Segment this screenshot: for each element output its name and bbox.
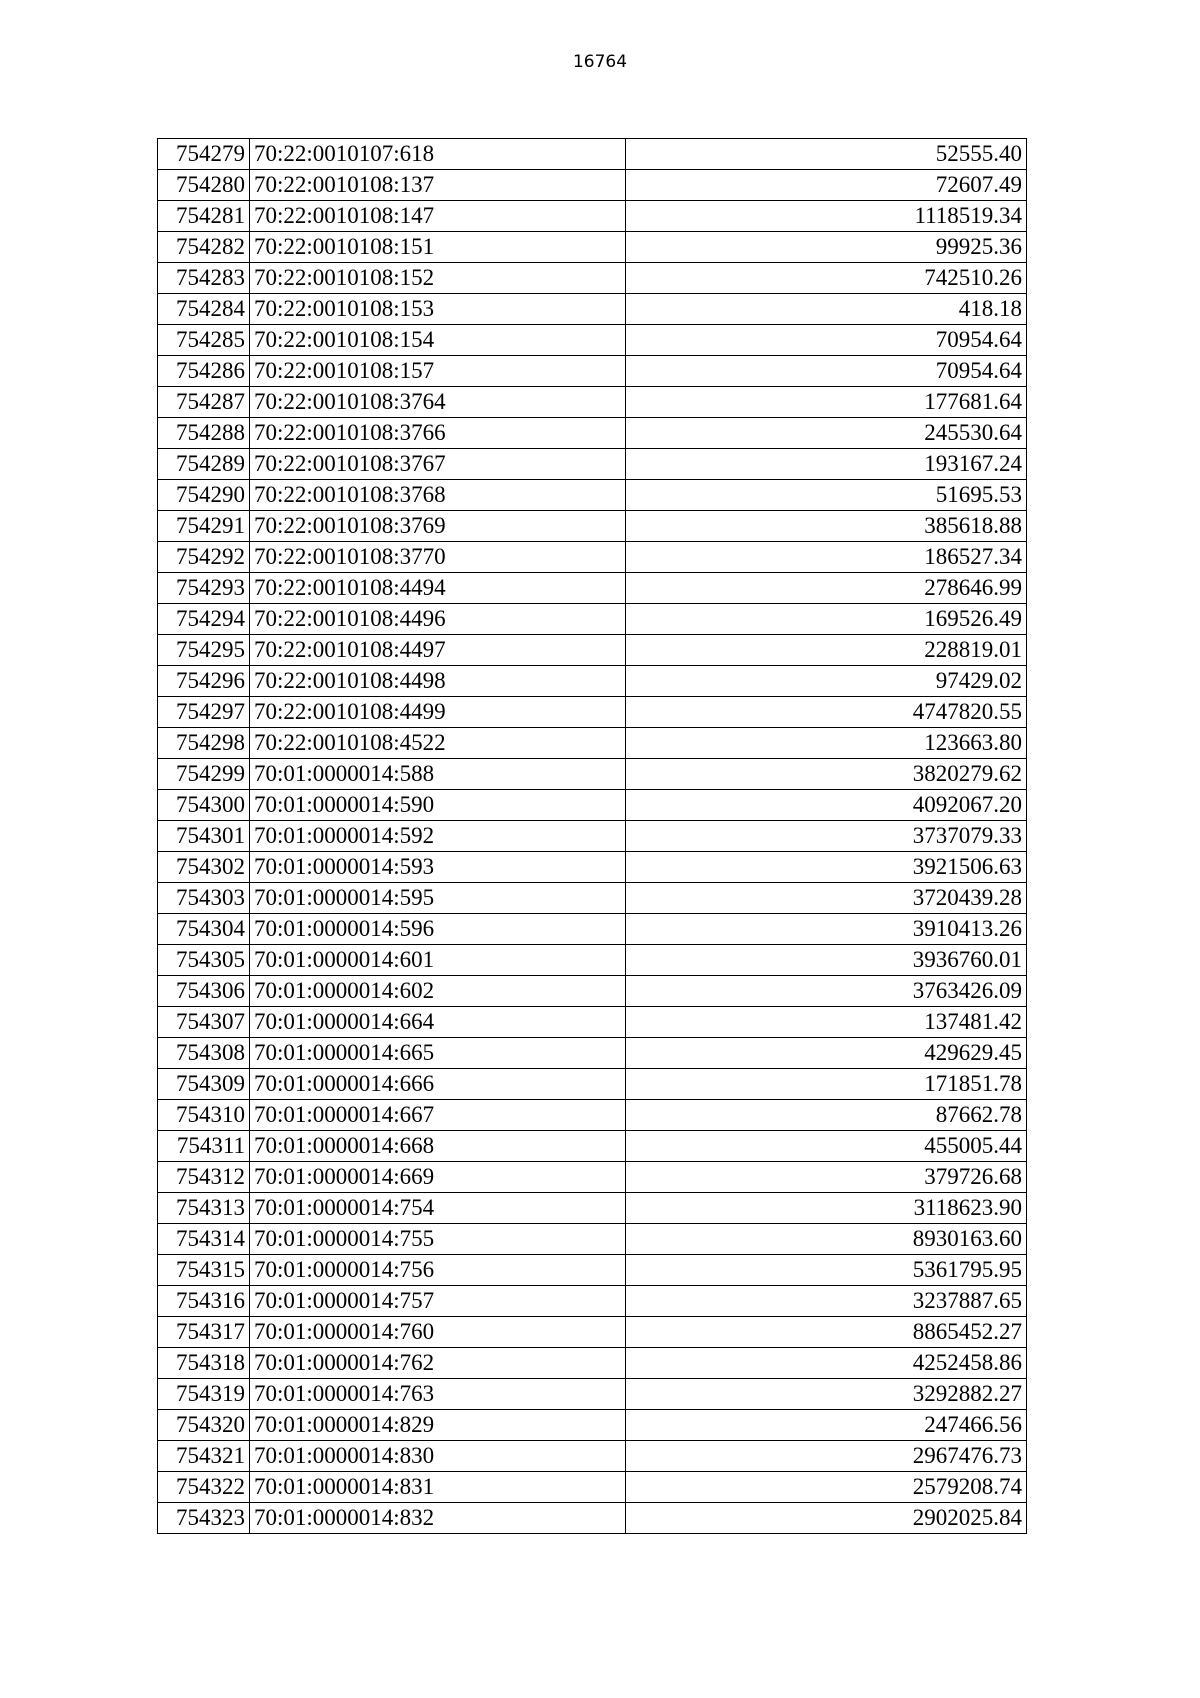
cadastral-value-cell: 193167.24 (626, 449, 1027, 480)
table-row (158, 1410, 1027, 1441)
cadastral-value-cell: 2902025.84 (626, 1503, 1027, 1534)
table-row (158, 139, 1027, 170)
table-row (158, 356, 1027, 387)
row-number-cell: 754320 (158, 1410, 250, 1441)
cadastral-value-cell: 3921506.63 (626, 852, 1027, 883)
cadastral-number-cell: 70:01:0000014:592 (250, 821, 626, 852)
row-number-cell: 754280 (158, 170, 250, 201)
row-number-cell: 754302 (158, 852, 250, 883)
row-number-cell: 754312 (158, 1162, 250, 1193)
cadastral-number-cell: 70:01:0000014:667 (250, 1100, 626, 1131)
cadastral-number-cell: 70:22:0010108:153 (250, 294, 626, 325)
cadastral-value-cell: 1118519.34 (626, 201, 1027, 232)
table-row (158, 201, 1027, 232)
row-number-cell: 754301 (158, 821, 250, 852)
cadastral-value-cell: 52555.40 (626, 139, 1027, 170)
table-row (158, 728, 1027, 759)
table-row (158, 170, 1027, 201)
cadastral-value-cell: 51695.53 (626, 480, 1027, 511)
cadastral-value-cell: 3820279.62 (626, 759, 1027, 790)
row-number-cell: 754292 (158, 542, 250, 573)
row-number-cell: 754300 (158, 790, 250, 821)
cadastral-value-cell: 2579208.74 (626, 1472, 1027, 1503)
table-row (158, 1317, 1027, 1348)
cadastral-number-cell: 70:22:0010108:4494 (250, 573, 626, 604)
cadastral-number-cell: 70:22:0010108:154 (250, 325, 626, 356)
table-body (158, 139, 1027, 1534)
cadastral-number-cell: 70:01:0000014:666 (250, 1069, 626, 1100)
cadastral-value-cell: 123663.80 (626, 728, 1027, 759)
row-number-cell: 754306 (158, 976, 250, 1007)
cadastral-number-cell: 70:01:0000014:756 (250, 1255, 626, 1286)
row-number-cell: 754298 (158, 728, 250, 759)
row-number-cell: 754307 (158, 1007, 250, 1038)
cadastral-number-cell: 70:01:0000014:762 (250, 1348, 626, 1379)
row-number-cell: 754290 (158, 480, 250, 511)
row-number-cell: 754317 (158, 1317, 250, 1348)
cadastral-value-cell: 3737079.33 (626, 821, 1027, 852)
row-number-cell: 754279 (158, 139, 250, 170)
cadastral-value-cell: 5361795.95 (626, 1255, 1027, 1286)
table-row (158, 1162, 1027, 1193)
cadastral-number-cell: 70:22:0010108:4499 (250, 697, 626, 728)
cadastral-value-cell: 4252458.86 (626, 1348, 1027, 1379)
row-number-cell: 754308 (158, 1038, 250, 1069)
cadastral-number-cell: 70:01:0000014:829 (250, 1410, 626, 1441)
table-row (158, 263, 1027, 294)
cadastral-number-cell: 70:01:0000014:602 (250, 976, 626, 1007)
row-number-cell: 754315 (158, 1255, 250, 1286)
cadastral-value-cell: 379726.68 (626, 1162, 1027, 1193)
table-row (158, 542, 1027, 573)
row-number-cell: 754299 (158, 759, 250, 790)
cadastral-number-cell: 70:01:0000014:669 (250, 1162, 626, 1193)
table-row (158, 1286, 1027, 1317)
row-number-cell: 754282 (158, 232, 250, 263)
cadastral-value-cell: 8865452.27 (626, 1317, 1027, 1348)
cadastral-value-cell: 742510.26 (626, 263, 1027, 294)
table-row (158, 759, 1027, 790)
table-row (158, 573, 1027, 604)
row-number-cell: 754313 (158, 1193, 250, 1224)
table-row (158, 1441, 1027, 1472)
cadastral-value-cell: 3720439.28 (626, 883, 1027, 914)
table-row (158, 325, 1027, 356)
table-row (158, 821, 1027, 852)
cadastral-value-cell: 137481.42 (626, 1007, 1027, 1038)
cadastral-value-cell: 455005.44 (626, 1131, 1027, 1162)
cadastral-value-cell: 3936760.01 (626, 945, 1027, 976)
cadastral-number-cell: 70:01:0000014:831 (250, 1472, 626, 1503)
cadastral-value-cell: 245530.64 (626, 418, 1027, 449)
cadastral-number-cell: 70:22:0010107:618 (250, 139, 626, 170)
table-row (158, 790, 1027, 821)
row-number-cell: 754286 (158, 356, 250, 387)
cadastral-number-cell: 70:22:0010108:151 (250, 232, 626, 263)
row-number-cell: 754321 (158, 1441, 250, 1472)
cadastral-number-cell: 70:22:0010108:4496 (250, 604, 626, 635)
row-number-cell: 754323 (158, 1503, 250, 1534)
row-number-cell: 754316 (158, 1286, 250, 1317)
table-row (158, 635, 1027, 666)
cadastral-number-cell: 70:22:0010108:3769 (250, 511, 626, 542)
cadastral-number-cell: 70:01:0000014:665 (250, 1038, 626, 1069)
row-number-cell: 754297 (158, 697, 250, 728)
cadastral-number-cell: 70:22:0010108:152 (250, 263, 626, 294)
cadastral-value-cell: 2967476.73 (626, 1441, 1027, 1472)
cadastral-value-cell: 99925.36 (626, 232, 1027, 263)
cadastral-number-cell: 70:22:0010108:3766 (250, 418, 626, 449)
cadastral-number-cell: 70:01:0000014:595 (250, 883, 626, 914)
table-row (158, 232, 1027, 263)
cadastral-number-cell: 70:01:0000014:757 (250, 1286, 626, 1317)
cadastral-number-cell: 70:01:0000014:590 (250, 790, 626, 821)
cadastral-number-cell: 70:22:0010108:4498 (250, 666, 626, 697)
row-number-cell: 754318 (158, 1348, 250, 1379)
cadastral-number-cell: 70:01:0000014:754 (250, 1193, 626, 1224)
cadastral-number-cell: 70:01:0000014:668 (250, 1131, 626, 1162)
table-row (158, 697, 1027, 728)
cadastral-value-cell: 429629.45 (626, 1038, 1027, 1069)
row-number-cell: 754284 (158, 294, 250, 325)
cadastral-number-cell: 70:01:0000014:755 (250, 1224, 626, 1255)
table-row (158, 1255, 1027, 1286)
row-number-cell: 754281 (158, 201, 250, 232)
cadastral-number-cell: 70:01:0000014:760 (250, 1317, 626, 1348)
cadastral-value-cell: 186527.34 (626, 542, 1027, 573)
cadastral-value-cell: 8930163.60 (626, 1224, 1027, 1255)
cadastral-number-cell: 70:01:0000014:763 (250, 1379, 626, 1410)
table-row (158, 883, 1027, 914)
table-row (158, 1193, 1027, 1224)
table-row (158, 1503, 1027, 1534)
cadastral-number-cell: 70:01:0000014:588 (250, 759, 626, 790)
cadastral-number-cell: 70:01:0000014:601 (250, 945, 626, 976)
row-number-cell: 754294 (158, 604, 250, 635)
cadastral-value-table (157, 138, 1027, 1534)
table-row (158, 1007, 1027, 1038)
cadastral-number-cell: 70:22:0010108:137 (250, 170, 626, 201)
row-number-cell: 754303 (158, 883, 250, 914)
cadastral-number-cell: 70:01:0000014:830 (250, 1441, 626, 1472)
cadastral-value-cell: 70954.64 (626, 325, 1027, 356)
table-row (158, 1472, 1027, 1503)
table-row (158, 387, 1027, 418)
row-number-cell: 754311 (158, 1131, 250, 1162)
cadastral-number-cell: 70:22:0010108:4497 (250, 635, 626, 666)
row-number-cell: 754314 (158, 1224, 250, 1255)
row-number-cell: 754309 (158, 1069, 250, 1100)
cadastral-number-cell: 70:22:0010108:3764 (250, 387, 626, 418)
cadastral-value-cell: 169526.49 (626, 604, 1027, 635)
table-row (158, 1379, 1027, 1410)
cadastral-number-cell: 70:01:0000014:593 (250, 852, 626, 883)
row-number-cell: 754296 (158, 666, 250, 697)
cadastral-number-cell: 70:22:0010108:3770 (250, 542, 626, 573)
cadastral-value-cell: 171851.78 (626, 1069, 1027, 1100)
row-number-cell: 754291 (158, 511, 250, 542)
row-number-cell: 754287 (158, 387, 250, 418)
cadastral-number-cell: 70:01:0000014:664 (250, 1007, 626, 1038)
cadastral-value-cell: 4747820.55 (626, 697, 1027, 728)
table-row (158, 914, 1027, 945)
cadastral-value-cell: 72607.49 (626, 170, 1027, 201)
cadastral-value-cell: 87662.78 (626, 1100, 1027, 1131)
row-number-cell: 754319 (158, 1379, 250, 1410)
cadastral-number-cell: 70:22:0010108:4522 (250, 728, 626, 759)
table-row (158, 1038, 1027, 1069)
table-row (158, 976, 1027, 1007)
page-number: 16764 (572, 52, 628, 72)
cadastral-value-cell: 228819.01 (626, 635, 1027, 666)
cadastral-value-cell: 97429.02 (626, 666, 1027, 697)
table-row (158, 945, 1027, 976)
cadastral-number-cell: 70:22:0010108:157 (250, 356, 626, 387)
cadastral-number-cell: 70:22:0010108:147 (250, 201, 626, 232)
row-number-cell: 754283 (158, 263, 250, 294)
cadastral-number-cell: 70:01:0000014:832 (250, 1503, 626, 1534)
table-row (158, 480, 1027, 511)
cadastral-number-cell: 70:22:0010108:3768 (250, 480, 626, 511)
row-number-cell: 754295 (158, 635, 250, 666)
row-number-cell: 754285 (158, 325, 250, 356)
table-row (158, 511, 1027, 542)
cadastral-value-cell: 3292882.27 (626, 1379, 1027, 1410)
table-row (158, 449, 1027, 480)
cadastral-value-cell: 3118623.90 (626, 1193, 1027, 1224)
row-number-cell: 754289 (158, 449, 250, 480)
cadastral-value-cell: 3910413.26 (626, 914, 1027, 945)
table-row (158, 1100, 1027, 1131)
row-number-cell: 754288 (158, 418, 250, 449)
table-row (158, 294, 1027, 325)
row-number-cell: 754322 (158, 1472, 250, 1503)
row-number-cell: 754310 (158, 1100, 250, 1131)
table-row (158, 1131, 1027, 1162)
cadastral-value-cell: 3237887.65 (626, 1286, 1027, 1317)
cadastral-value-cell: 278646.99 (626, 573, 1027, 604)
cadastral-value-cell: 247466.56 (626, 1410, 1027, 1441)
table-row (158, 604, 1027, 635)
cadastral-number-cell: 70:01:0000014:596 (250, 914, 626, 945)
table-row (158, 1224, 1027, 1255)
table-row (158, 852, 1027, 883)
row-number-cell: 754305 (158, 945, 250, 976)
table-row (158, 666, 1027, 697)
row-number-cell: 754304 (158, 914, 250, 945)
cadastral-value-cell: 70954.64 (626, 356, 1027, 387)
cadastral-value-cell: 177681.64 (626, 387, 1027, 418)
cadastral-value-cell: 385618.88 (626, 511, 1027, 542)
table-row (158, 418, 1027, 449)
cadastral-value-cell: 4092067.20 (626, 790, 1027, 821)
cadastral-number-cell: 70:22:0010108:3767 (250, 449, 626, 480)
table-row (158, 1069, 1027, 1100)
cadastral-value-cell: 3763426.09 (626, 976, 1027, 1007)
row-number-cell: 754293 (158, 573, 250, 604)
cadastral-value-cell: 418.18 (626, 294, 1027, 325)
table-row (158, 1348, 1027, 1379)
